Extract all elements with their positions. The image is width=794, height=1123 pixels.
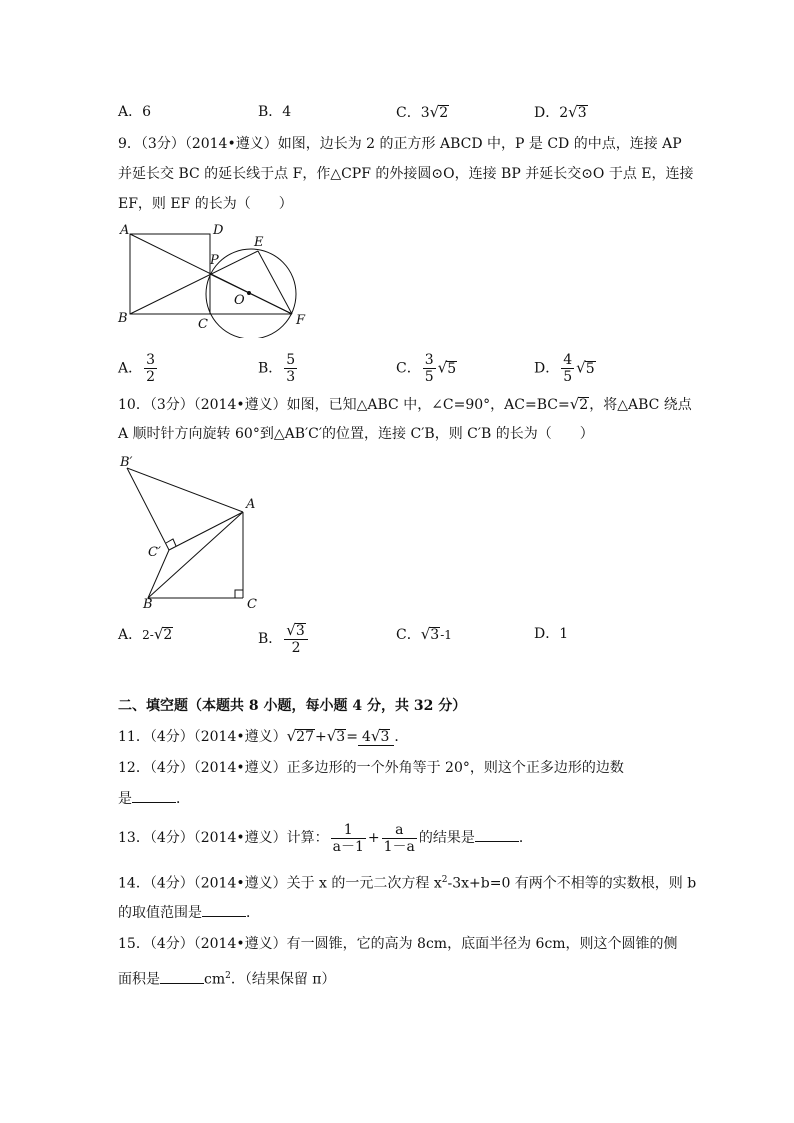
q9-stem-line2: 并延长交 BC 的延长线于点 F，作△CPF 的外接圆⊙O，连接 BP 并延长交⊙O 于点 E，连接 — [118, 166, 694, 182]
q15-stem-line1: 15．（4分）（2014•遵义）有一圆锥，它的高为 8cm，底面半径为 6cm，则这个圆锥的侧 — [118, 936, 678, 952]
q10-label-cprime: C′ — [148, 545, 161, 560]
q14-answer-blank — [202, 902, 246, 917]
q10-option-d: D．1 — [534, 626, 569, 642]
q9-label-b: B — [118, 311, 128, 326]
q13-line: 13．（4分）（2014•遵义）计算： $\frac{1}{a-1}$ + $\frac{a}{1-a}$ 的结果是 ． — [118, 821, 533, 855]
q12-stem-line2: 是 ． — [118, 788, 190, 809]
q9-option-d: D． $\frac{4}{5}$ √5 — [534, 352, 595, 385]
q10-stem-line2: A 顺时针方向旋转 60°到△AB′C′的位置，连接 C′B，则 C′B 的长为（ ） — [118, 426, 594, 442]
q10-option-b: B． $\frac{√3}{2}$ — [258, 622, 310, 656]
q8-option-b: B．4 — [258, 104, 292, 120]
q10-stem-line1: 10．（3分）（2014•遵义）如图，已知△ABC 中，∠C=90°，AC=BC=√2，将△ABC 绕点 — [118, 395, 692, 413]
q9-stem-line3: EF，则 EF 的长为（ ） — [118, 196, 293, 212]
q15-answer-blank — [160, 969, 204, 984]
q9-center-dot — [247, 291, 251, 295]
q10-option-c: C．√3-1 — [396, 625, 452, 643]
q10-figure — [110, 452, 270, 614]
q9-line-ef — [258, 251, 292, 314]
q9-square — [130, 234, 210, 314]
q11-answer: 4√3 — [358, 729, 394, 746]
q14-stem-line2: 的取值范围是 ． — [118, 902, 260, 923]
q10-line-bprime-a — [127, 468, 243, 512]
q11-line: 11．（4分）（2014•遵义）√27+√3= 4√3 ． — [118, 727, 409, 745]
section-2-title: 二、填空题（本题共 8 小题，每小题 4 分，共 32 分） — [118, 698, 467, 714]
q9-label-e: E — [254, 235, 264, 250]
q9-figure — [110, 218, 320, 338]
q13-answer-blank — [475, 827, 519, 842]
q9-label-p: P — [210, 253, 219, 268]
q9-stem-line1: 9．（3分）（2014•遵义）如图，边长为 2 的正方形 ABCD 中，P 是 CD 的中点，连接 AP — [118, 136, 682, 152]
q9-label-a: A — [120, 223, 130, 238]
q9-option-c: C． $\frac{3}{5}$ √5 — [396, 352, 457, 385]
q9-label-d: D — [213, 223, 224, 238]
q12-stem-line1: 12．（4分）（2014•遵义）正多边形的一个外角等于 20°，则这个正多边形的边数 — [118, 760, 624, 776]
q9-line-pf — [210, 274, 292, 314]
q14-stem-line1: 14．（4分）（2014•遵义）关于 x 的一元二次方程 $x^2-3x+b=0$ 有两个不相等的实数根，则 b — [118, 875, 697, 892]
q12-answer-blank — [132, 788, 176, 803]
q9-label-c: C — [198, 317, 208, 332]
q9-label-o: O — [234, 293, 245, 308]
q10-line-cprime-a — [169, 512, 243, 550]
q9-option-b: B． $\frac{5}{3}$ — [258, 352, 296, 385]
q8-option-a: A．6 — [118, 104, 152, 120]
q10-line-ab — [148, 512, 243, 598]
q10-right-angle-c — [235, 590, 243, 598]
q9-label-f: F — [296, 313, 306, 328]
q8-option-c: C．3√2 — [396, 103, 449, 121]
q10-label-c: C — [247, 597, 257, 612]
q9-option-a: A． $\frac{3}{2}$ — [118, 352, 156, 385]
q10-label-bprime: B′ — [120, 455, 133, 470]
q15-stem-line2: 面积是 $cm^2$．（结果保留 π） — [118, 966, 336, 990]
q10-label-b: B — [143, 597, 153, 612]
q10-line-bprime-cprime — [127, 468, 169, 550]
q10-label-a: A — [246, 497, 256, 512]
q10-option-a: A．2-√2 — [118, 625, 173, 643]
q10-right-angle-cprime — [166, 539, 176, 546]
q8-option-d: D．2√3 — [534, 103, 587, 121]
